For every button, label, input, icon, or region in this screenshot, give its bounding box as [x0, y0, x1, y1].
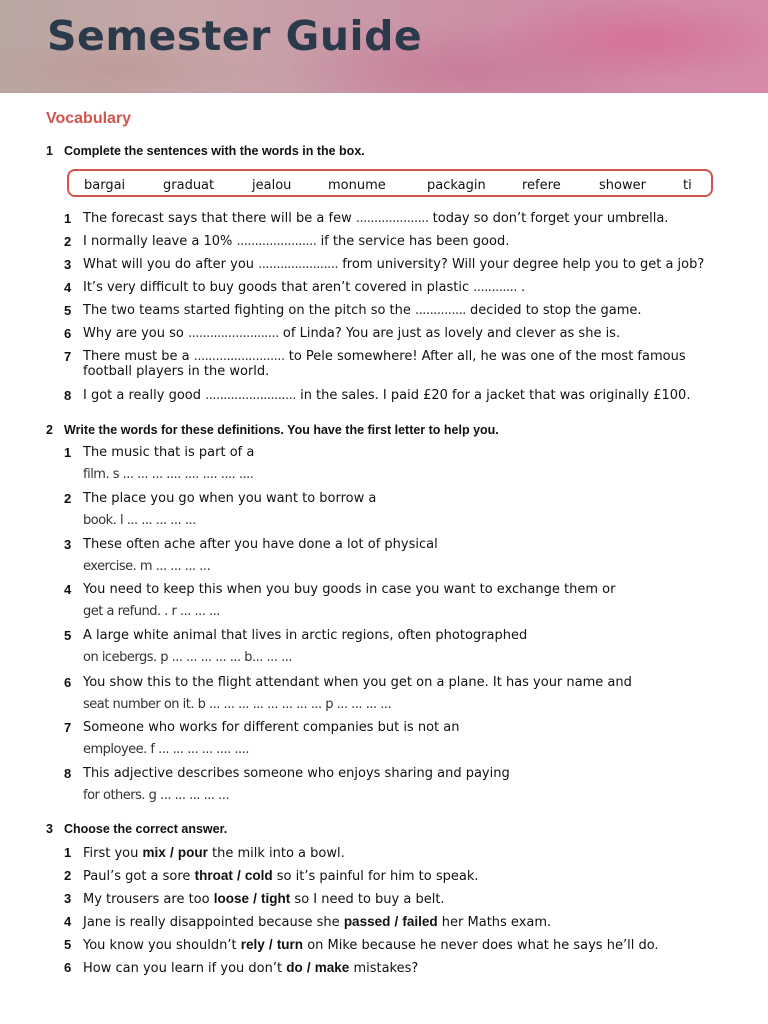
word-box-word: refere — [522, 178, 561, 193]
item-text: decided to stop the game. — [470, 303, 642, 318]
exercise-2-heading — [46, 423, 499, 437]
option-separator: / — [169, 845, 174, 860]
item-number: 6 — [64, 960, 72, 975]
exercise-3-heading — [46, 822, 227, 836]
item-text: You need to keep this when you buy goods in case you want to exchange them or — [83, 582, 616, 597]
item-text: Paul’s got a sore — [83, 869, 191, 884]
item-text: mistakes? — [353, 961, 419, 976]
item-text: What will you do after you — [83, 257, 255, 272]
item-number: 6 — [64, 326, 72, 341]
item-number: 6 — [64, 675, 72, 690]
item-number: 3 — [64, 537, 72, 552]
answer-blank[interactable]: ...................... — [258, 257, 339, 272]
answer-blank[interactable]: ............ — [473, 280, 517, 295]
item-number: 1 — [64, 845, 72, 860]
answer-option[interactable]: mix — [142, 845, 166, 860]
page-title: Semester Guide — [47, 12, 423, 60]
exercise-instruction: Choose the correct answer. — [64, 822, 228, 836]
item-text: The music that is part of a — [83, 445, 255, 460]
exercise-1-heading — [46, 144, 365, 158]
item-number: 4 — [64, 280, 72, 295]
answer-blank[interactable]: .................... — [355, 211, 429, 226]
word-box-word: monume — [328, 178, 386, 193]
word-box-word: ti — [683, 178, 692, 193]
item-number: 7 — [64, 720, 72, 735]
word-box-word: shower — [599, 178, 646, 193]
item-text: . — [521, 280, 526, 295]
option-separator: / — [394, 914, 399, 929]
item-number: 3 — [64, 257, 72, 272]
answer-option[interactable]: rely — [240, 937, 265, 952]
option-separator: / — [236, 868, 241, 883]
item-text: The forecast says that there will be a few — [83, 211, 352, 226]
answer-option[interactable]: loose — [213, 891, 249, 906]
item-text: This adjective describes someone who enjoys sharing and paying — [83, 766, 510, 781]
item-text: A large white animal that lives in arctic regions, often photographed — [83, 628, 528, 643]
answer-blank[interactable]: book. l ... ... ... ... ... — [83, 513, 196, 528]
answer-blank[interactable]: employee. f ... ... ... ... .... .... — [83, 742, 249, 757]
word-box-word: graduat — [163, 178, 215, 193]
word-box-word: bargai — [84, 178, 126, 193]
answer-option[interactable]: tight — [261, 891, 291, 906]
item-number: 4 — [64, 582, 72, 597]
exercise-instruction: Write the words for these definitions. You have the first letter to help you. — [64, 423, 499, 437]
item-text: football players in the world. — [83, 364, 270, 379]
item-text: You show this to the flight attendant when you get on a plane. It has your name and — [83, 675, 632, 690]
answer-blank[interactable]: ......................... — [193, 349, 285, 364]
item-number: 1 — [64, 445, 72, 460]
answer-option[interactable]: turn — [276, 937, 304, 952]
answer-blank[interactable]: ...................... — [236, 234, 317, 249]
item-text: Jane is really disappointed because she — [83, 915, 340, 930]
section-title: Vocabulary — [46, 110, 132, 127]
exercise-number: 1 — [46, 144, 53, 158]
item-text: First you — [83, 846, 139, 861]
item-text: How can you learn if you don’t — [83, 961, 283, 976]
item-number: 2 — [64, 491, 72, 506]
item-number: 1 — [64, 211, 72, 226]
answer-blank[interactable]: exercise. m ... ... ... ... — [83, 559, 211, 574]
item-text: so I need to buy a belt. — [294, 892, 445, 907]
item-number: 2 — [64, 234, 72, 249]
item-number: 5 — [64, 628, 72, 643]
item-text: You know you shouldn’t — [83, 938, 237, 953]
item-text: I normally leave a 10% — [83, 234, 233, 249]
item-text: so it’s painful for him to speak. — [276, 869, 479, 884]
item-text: My trousers are too — [83, 892, 210, 907]
answer-blank[interactable]: get a refund. . r ... ... ... — [83, 604, 220, 619]
item-text: The place you go when you want to borrow a — [83, 491, 377, 506]
word-box-word: packagin — [427, 178, 486, 193]
header-banner — [0, 0, 768, 93]
item-text: to Pele somewhere! After all, he was one of the most famous — [288, 349, 686, 364]
item-text: her Maths exam. — [441, 915, 552, 930]
item-number: 5 — [64, 303, 72, 318]
answer-option[interactable]: cold — [244, 868, 273, 883]
item-number: 5 — [64, 937, 72, 952]
option-separator: / — [253, 891, 257, 906]
word-box-word: jealou — [252, 178, 292, 193]
item-text: It’s very difficult to buy goods that aren’t covered in plastic — [83, 280, 470, 295]
item-number: 7 — [64, 349, 72, 364]
item-text: Why are you so — [83, 326, 184, 341]
item-text: There must be a — [83, 349, 190, 364]
answer-blank[interactable]: ......................... — [187, 326, 279, 341]
item-number: 3 — [64, 891, 72, 906]
exercise-instruction: Complete the sentences with the words in the box. — [64, 144, 365, 158]
item-text: from university? Will your degree help you to get a job? — [342, 257, 705, 272]
item-text: These often ache after you have done a lot of physical — [83, 537, 438, 552]
item-text: of Linda? You are just as lovely and clever as she is. — [282, 326, 621, 341]
item-text: I got a really good — [83, 388, 201, 403]
item-text: Someone who works for different companies but is not an — [83, 720, 460, 735]
option-separator: / — [268, 937, 273, 952]
answer-option[interactable]: do — [286, 960, 303, 975]
item-number: 8 — [64, 388, 72, 403]
answer-blank[interactable]: film. s ... ... ... .... .... .... .... .... — [83, 467, 254, 482]
answer-blank[interactable]: on icebergs. p ... ... ... ... ... b... ... ... — [83, 650, 292, 665]
answer-blank[interactable]: ......................... — [205, 388, 296, 403]
answer-blank[interactable]: for others. g ... ... ... ... ... — [83, 788, 230, 803]
answer-option[interactable]: passed — [343, 914, 391, 929]
item-text: The two teams started fighting on the pitch so the — [83, 303, 411, 318]
item-number: 2 — [64, 868, 72, 883]
answer-blank[interactable]: .............. — [415, 303, 466, 318]
item-text: today so don’t forget your umbrella. — [432, 211, 669, 226]
answer-option[interactable]: failed — [402, 914, 438, 929]
word-box — [67, 169, 713, 197]
answer-option[interactable]: throat — [194, 868, 233, 883]
answer-blank[interactable]: seat number on it. b ... ... ... ... ... ... ... ... p ... ... ... ... — [83, 697, 392, 712]
item-number: 4 — [64, 914, 72, 929]
answer-option[interactable]: pour — [177, 845, 208, 860]
exercise-number: 2 — [46, 423, 53, 437]
item-text: if the service has been good. — [320, 234, 510, 249]
item-text: in the sales. I paid £20 for a jacket that was originally £100. — [300, 388, 691, 403]
option-separator: / — [306, 960, 311, 975]
item-number: 8 — [64, 766, 72, 781]
exercise-number: 3 — [46, 822, 53, 836]
answer-option[interactable]: make — [314, 960, 350, 975]
item-text: on Mike because he never does what he says he’ll do. — [307, 938, 659, 953]
item-text: the milk into a bowl. — [211, 846, 345, 861]
